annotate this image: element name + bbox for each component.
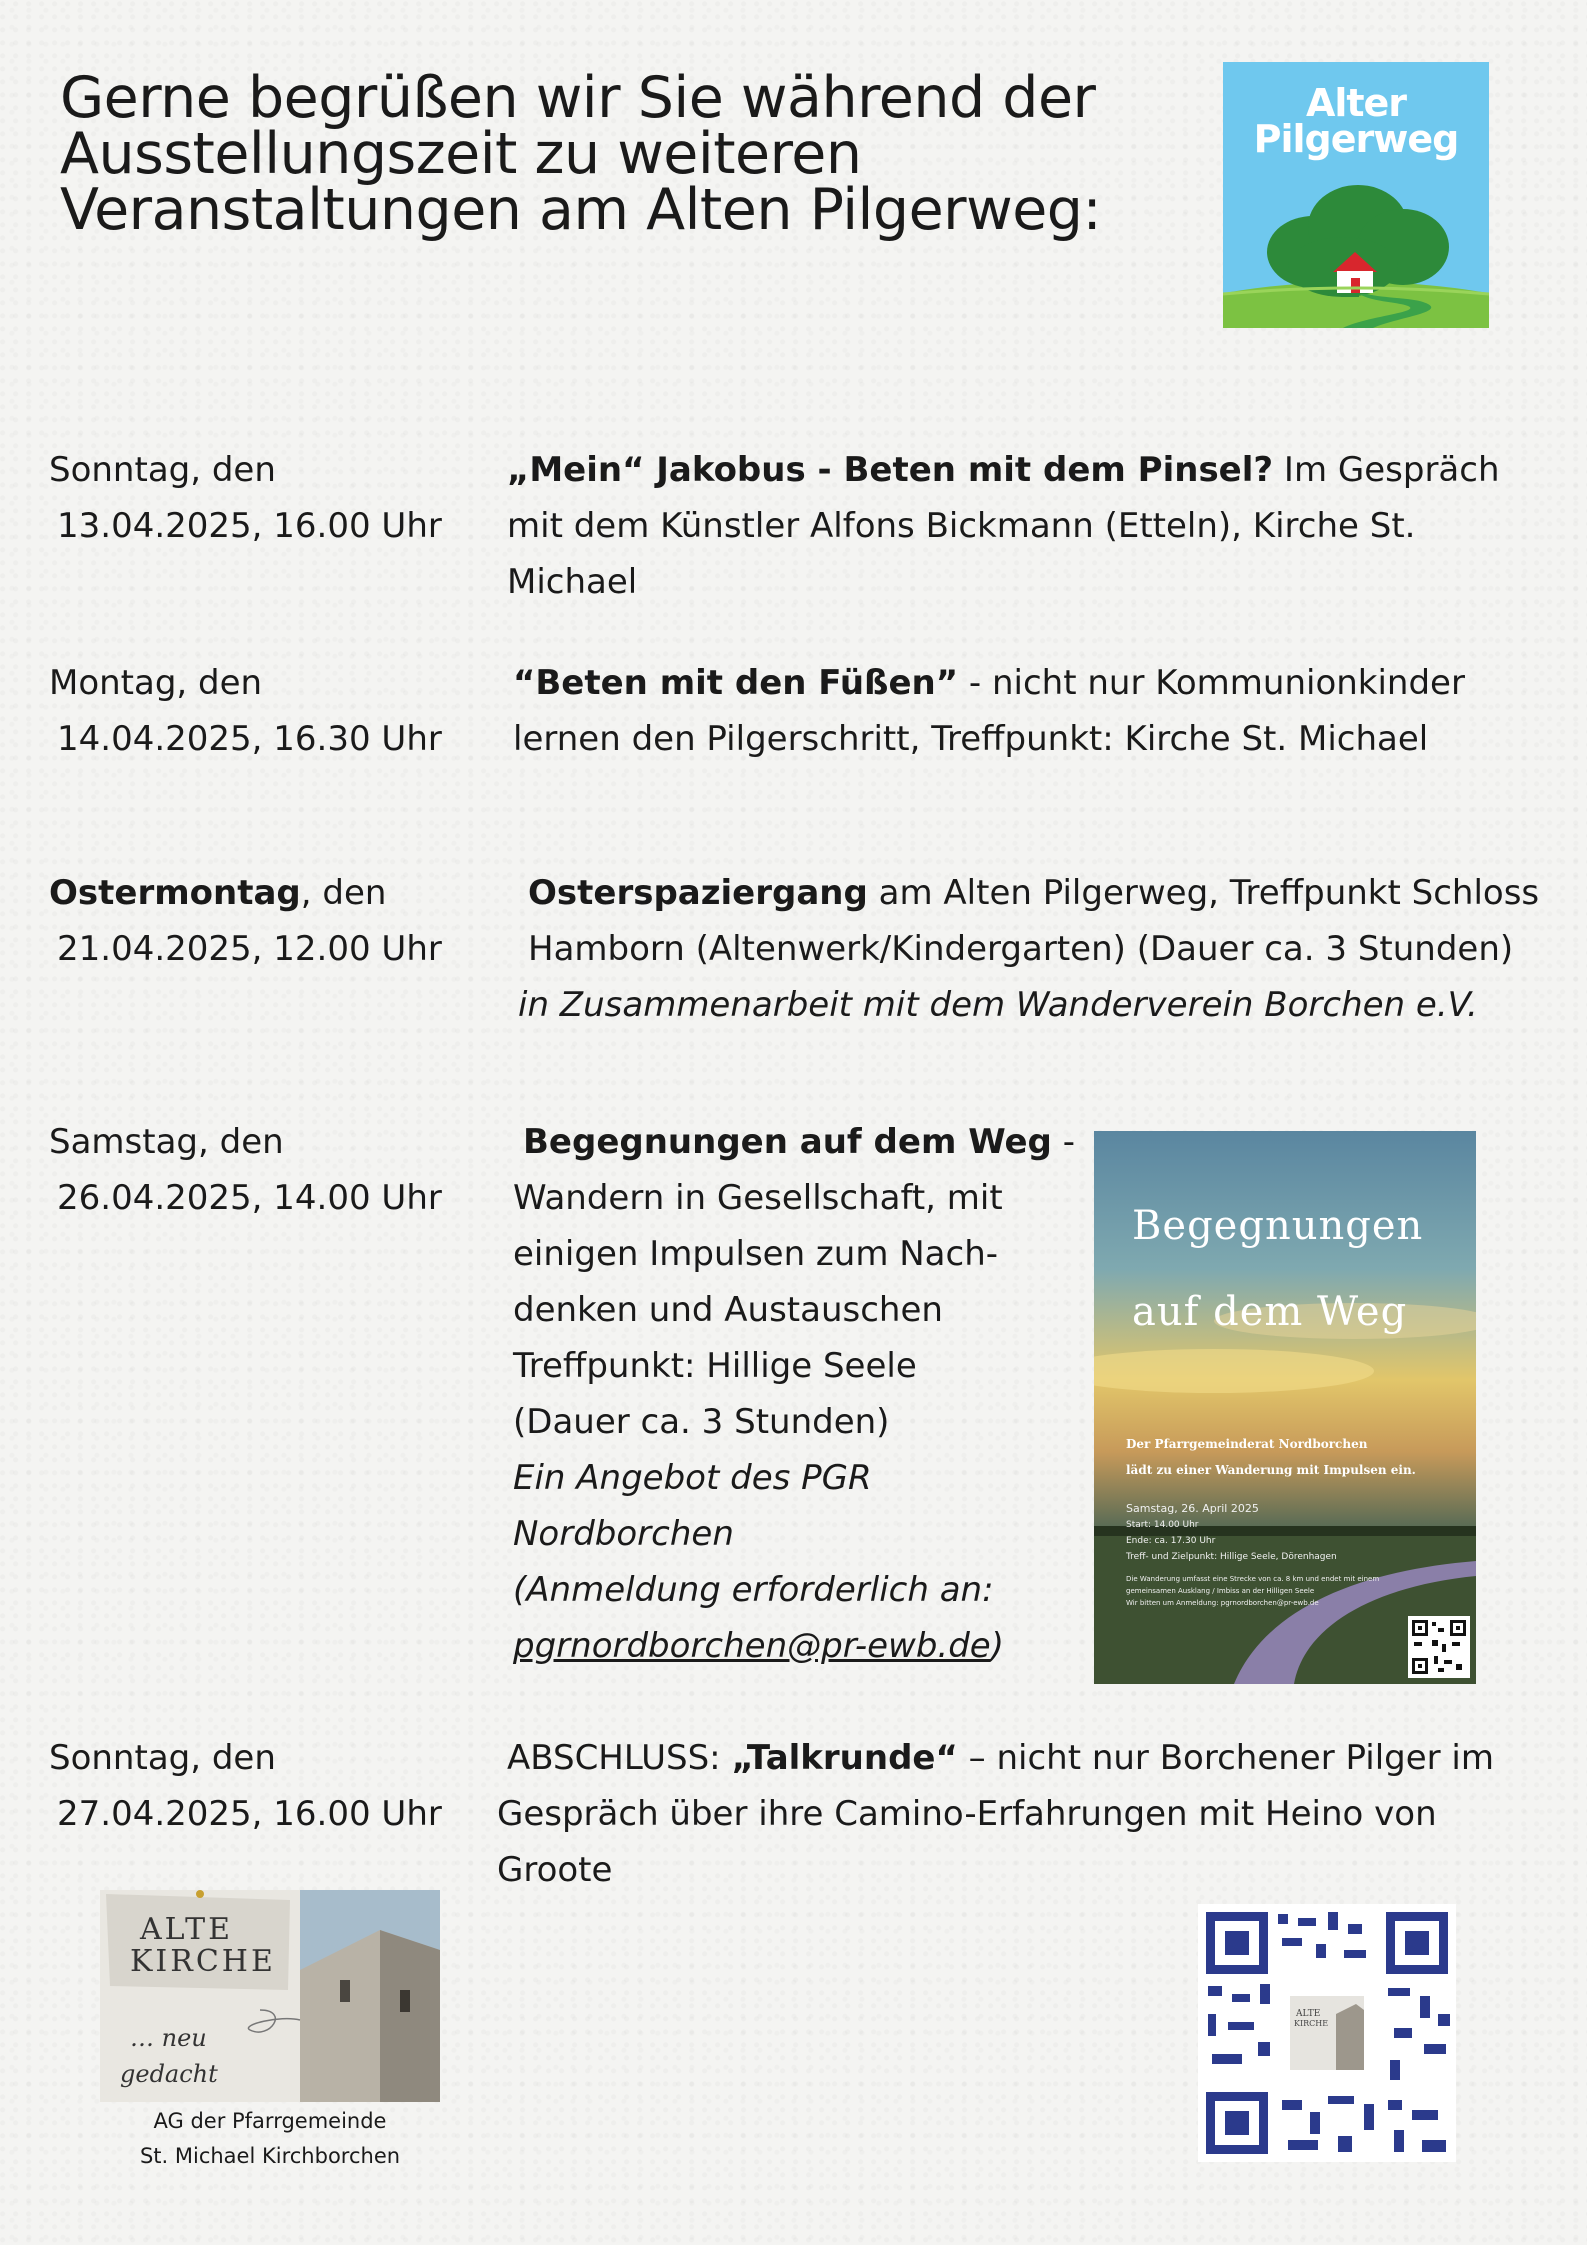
alte-kirche-caption-2: St. Michael Kirchborchen (139, 2144, 401, 2168)
poster-details (1126, 1501, 1396, 1609)
event-3-text: am Alten Pilgerweg, Treffpunkt Schloss Hamborn (Altenwerk/Kindergarten) (Dauer ca. 3 Stunden) (528, 873, 1540, 969)
event-1-date (49, 442, 442, 554)
alte-kirche-caption (100, 2104, 440, 2174)
poster-detail-4: Treff- und Zielpunkt: Hillige Seele, Dörenhagen (1126, 1552, 1337, 1562)
alte-kirche-title (130, 1914, 276, 1978)
event-2-datetime: 14.04.2025, 16.30 Uhr (57, 719, 442, 759)
poster-detail-6: Wir bitten um Anmeldung: pgrnordborchen@pr-ewb.de (1126, 1599, 1319, 1607)
poster-detail-2: Start: 14.00 Uhr (1126, 1520, 1199, 1530)
poster-detail-5: Die Wanderung umfasst eine Strecke von ca. 8 km und endet mit einem gemeinsamen Ausklang / Imbiss an der Hilligen Seele (1126, 1575, 1380, 1595)
event-3-title: Osterspaziergang (528, 873, 868, 913)
event-3-date (49, 865, 442, 977)
poster-detail-1: Samstag, 26. April 2025 (1126, 1502, 1259, 1515)
alte-kirche-script-2: gedacht (120, 2060, 218, 2088)
poster-qr-code-icon[interactable] (1408, 1616, 1470, 1678)
headline-line-3: Veranstaltungen am Alten Pilgerweg: (60, 177, 1102, 243)
event-3-description (518, 865, 1558, 1033)
event-4-datetime: 26.04.2025, 14.00 Uhr (57, 1178, 442, 1218)
event-2-description (513, 655, 1513, 767)
event-4-title: Begegnungen auf dem Weg (523, 1122, 1052, 1162)
event-4-line-4: Treffpunkt: Hillige Seele (513, 1346, 917, 1386)
event-2-title-prefix: “ (513, 663, 536, 703)
alte-kirche-slogan (120, 2020, 218, 2092)
event-4-date (49, 1114, 442, 1226)
logo-text-pilgerweg: Pilgerweg (1253, 117, 1459, 161)
poster-info-2: lädt zu einer Wanderung mit Impulsen ein. (1126, 1463, 1416, 1477)
event-3-day-bold: Ostermontag (49, 873, 301, 913)
alter-pilgerweg-logo (1223, 62, 1489, 328)
event-4-email-link[interactable]: pgrnordborchen@pr-ewb.de (513, 1626, 991, 1666)
event-1-description (507, 442, 1547, 610)
event-5-prefix: ABSCHLUSS: (507, 1738, 732, 1778)
poster-detail-3: Ende: ca. 17.30 Uhr (1126, 1536, 1216, 1546)
event-1-title: „Mein“ Jakobus - Beten mit dem Pinsel? (507, 450, 1274, 490)
tree-house-icon (1223, 62, 1489, 328)
event-3-italic: in Zusammenarbeit mit dem Wanderverein Borchen e.V. (518, 985, 1478, 1025)
alte-kirche-word-2: KIRCHE (130, 1944, 276, 1979)
event-1-datetime: 13.04.2025, 16.00 Uhr (57, 506, 442, 546)
logo-text-alter: Alter (1305, 81, 1407, 125)
event-poster (1094, 1131, 1476, 1684)
alte-kirche-word-1: ALTE (140, 1912, 234, 1947)
event-5-date (49, 1730, 442, 1842)
event-5-day: Sonntag, den (49, 1738, 276, 1778)
event-4-line-0: - (1051, 1122, 1075, 1162)
event-5-description (497, 1730, 1537, 1898)
event-1-text: Im Gespräch mit dem Künstler Alfons Bickmann (Etteln), Kirche St. Michael (507, 450, 1500, 602)
event-5-title: „Talkrunde“ (731, 1738, 958, 1778)
event-4-italic-2: (Anmeldung erforderlich an: (513, 1570, 994, 1610)
event-2-text: - nicht nur Kommunionkinder lernen den Pilgerschritt, Treffpunkt: Kirche St. Michael (513, 663, 1465, 759)
alte-kirche-image (100, 1890, 440, 2102)
event-2-title: Beten mit den Füßen” (535, 663, 959, 703)
event-4-description (513, 1114, 1083, 1674)
event-2-date (49, 655, 442, 767)
poster-title (1132, 1183, 1462, 1355)
event-4-day: Samstag, den (49, 1122, 284, 1162)
poster-title-line-1: Begegnungen (1132, 1203, 1424, 1249)
event-5-datetime: 27.04.2025, 16.00 Uhr (57, 1794, 442, 1834)
event-4-line-1: Wandern in Gesellschaft, mit (513, 1178, 1003, 1218)
qr-logo-word-2: KIRCHE (1294, 2019, 1329, 2028)
event-3-datetime: 21.04.2025, 12.00 Uhr (57, 929, 442, 969)
qr-code-icon[interactable] (1198, 1904, 1456, 2162)
headline-line-2: Ausstellungszeit zu weiteren (60, 121, 862, 187)
event-4-line-3: denken und Austauschen (513, 1290, 943, 1330)
qr-logo-word-1: ALTE (1296, 2009, 1321, 2019)
event-4-italic-1: Ein Angebot des PGR Nordborchen (513, 1458, 872, 1554)
alte-kirche-caption-1: AG der Pfarrgemeinde (153, 2109, 387, 2133)
page-title (60, 65, 1140, 243)
event-4-line-5: (Dauer ca. 3 Stunden) (513, 1402, 890, 1442)
event-4-email-suffix: ) (990, 1626, 1004, 1666)
poster-info (1126, 1431, 1456, 1483)
event-2-day: Montag, den (49, 663, 263, 703)
event-5-text: – nicht nur Borchener Pilger im Gespräch über ihre Camino-Erfahrungen mit Heino von Groote (497, 1738, 1494, 1890)
poster-info-1: Der Pfarrgemeinderat Nordborchen (1126, 1437, 1368, 1451)
alte-kirche-script-1: … neu (130, 2024, 207, 2052)
poster-title-line-2: auf dem Weg (1132, 1289, 1408, 1335)
event-4-line-2: einigen Impulsen zum Nach- (513, 1234, 999, 1274)
headline-line-1: Gerne begrüßen wir Sie während der (60, 65, 1096, 131)
event-3-day: , den (300, 873, 387, 913)
event-1-day: Sonntag, den (49, 450, 276, 490)
